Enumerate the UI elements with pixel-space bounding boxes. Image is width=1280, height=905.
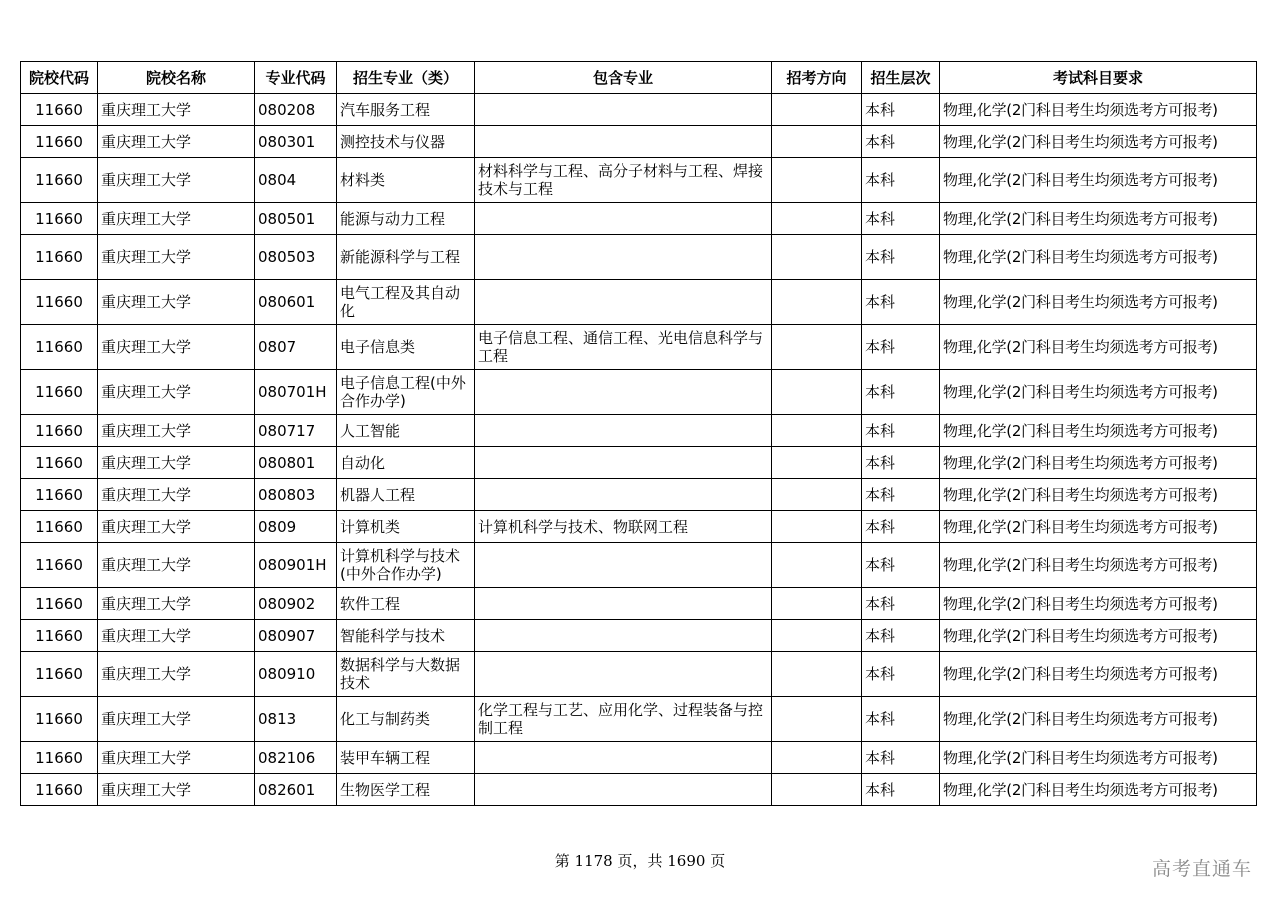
- cell-includes: [475, 588, 772, 620]
- cell-requirement: 物理,化学(2门科目考生均须选考方可报考): [940, 774, 1257, 806]
- cell-direction: [772, 94, 862, 126]
- cell-level: 本科: [862, 370, 940, 415]
- cell-school-name: 重庆理工大学: [98, 126, 255, 158]
- cell-includes: [475, 479, 772, 511]
- table-row: [21, 415, 1257, 447]
- cell-requirement: 物理,化学(2门科目考生均须选考方可报考): [940, 697, 1257, 742]
- header-school-code: 院校代码: [21, 62, 98, 94]
- cell-includes: [475, 652, 772, 697]
- cell-direction: [772, 774, 862, 806]
- cell-major: 机器人工程: [337, 479, 475, 511]
- header-level: 招生层次: [862, 62, 940, 94]
- cell-requirement: 物理,化学(2门科目考生均须选考方可报考): [940, 325, 1257, 370]
- cell-level: 本科: [862, 415, 940, 447]
- cell-school-name: 重庆理工大学: [98, 280, 255, 325]
- cell-school-name: 重庆理工大学: [98, 742, 255, 774]
- cell-level: 本科: [862, 235, 940, 280]
- page-number: 第 1178 页，共 1690 页: [554, 852, 726, 870]
- table-header-row: [21, 62, 1257, 94]
- cell-school-code: 11660: [21, 511, 98, 543]
- cell-school-name: 重庆理工大学: [98, 94, 255, 126]
- header-requirement: 考试科目要求: [940, 62, 1257, 94]
- cell-school-name: 重庆理工大学: [98, 588, 255, 620]
- cell-major-code: 080601: [255, 280, 337, 325]
- cell-includes: [475, 447, 772, 479]
- cell-includes: [475, 774, 772, 806]
- cell-requirement: 物理,化学(2门科目考生均须选考方可报考): [940, 652, 1257, 697]
- table-row: [21, 280, 1257, 325]
- cell-major-code: 080910: [255, 652, 337, 697]
- cell-major-code: 080803: [255, 479, 337, 511]
- cell-direction: [772, 370, 862, 415]
- cell-major: 电子信息类: [337, 325, 475, 370]
- cell-includes: 计算机科学与技术、物联网工程: [475, 511, 772, 543]
- cell-major-code: 080901H: [255, 543, 337, 588]
- cell-direction: [772, 415, 862, 447]
- cell-direction: [772, 511, 862, 543]
- cell-requirement: 物理,化学(2门科目考生均须选考方可报考): [940, 742, 1257, 774]
- header-includes: 包含专业: [475, 62, 772, 94]
- table-row: [21, 235, 1257, 280]
- cell-school-name: 重庆理工大学: [98, 620, 255, 652]
- cell-requirement: 物理,化学(2门科目考生均须选考方可报考): [940, 94, 1257, 126]
- table-row: [21, 588, 1257, 620]
- cell-direction: [772, 158, 862, 203]
- cell-requirement: 物理,化学(2门科目考生均须选考方可报考): [940, 158, 1257, 203]
- table-row: [21, 620, 1257, 652]
- cell-direction: [772, 620, 862, 652]
- cell-level: 本科: [862, 94, 940, 126]
- cell-direction: [772, 126, 862, 158]
- cell-major: 汽车服务工程: [337, 94, 475, 126]
- cell-school-name: 重庆理工大学: [98, 203, 255, 235]
- table-row: [21, 203, 1257, 235]
- cell-includes: [475, 620, 772, 652]
- cell-level: 本科: [862, 742, 940, 774]
- header-direction: 招考方向: [772, 62, 862, 94]
- cell-level: 本科: [862, 588, 940, 620]
- table-row: [21, 479, 1257, 511]
- header-school-name: 院校名称: [98, 62, 255, 94]
- cell-major: 测控技术与仪器: [337, 126, 475, 158]
- cell-school-name: 重庆理工大学: [98, 235, 255, 280]
- cell-school-code: 11660: [21, 588, 98, 620]
- cell-level: 本科: [862, 325, 940, 370]
- cell-school-code: 11660: [21, 774, 98, 806]
- cell-level: 本科: [862, 652, 940, 697]
- cell-school-name: 重庆理工大学: [98, 415, 255, 447]
- cell-school-name: 重庆理工大学: [98, 511, 255, 543]
- cell-school-code: 11660: [21, 94, 98, 126]
- table-row: [21, 652, 1257, 697]
- cell-school-name: 重庆理工大学: [98, 447, 255, 479]
- cell-major: 智能科学与技术: [337, 620, 475, 652]
- cell-major-code: 080503: [255, 235, 337, 280]
- cell-includes: [475, 280, 772, 325]
- cell-school-code: 11660: [21, 697, 98, 742]
- cell-level: 本科: [862, 543, 940, 588]
- table-row: [21, 447, 1257, 479]
- cell-requirement: 物理,化学(2门科目考生均须选考方可报考): [940, 415, 1257, 447]
- cell-includes: [475, 235, 772, 280]
- table-row: [21, 697, 1257, 742]
- cell-school-code: 11660: [21, 543, 98, 588]
- cell-direction: [772, 697, 862, 742]
- cell-direction: [772, 652, 862, 697]
- cell-major-code: 080301: [255, 126, 337, 158]
- cell-major-code: 080717: [255, 415, 337, 447]
- cell-level: 本科: [862, 203, 940, 235]
- cell-school-name: 重庆理工大学: [98, 370, 255, 415]
- cell-direction: [772, 235, 862, 280]
- cell-school-code: 11660: [21, 620, 98, 652]
- cell-level: 本科: [862, 511, 940, 543]
- cell-requirement: 物理,化学(2门科目考生均须选考方可报考): [940, 511, 1257, 543]
- table-row: [21, 774, 1257, 806]
- cell-major-code: 082601: [255, 774, 337, 806]
- cell-school-code: 11660: [21, 742, 98, 774]
- cell-level: 本科: [862, 158, 940, 203]
- cell-major: 自动化: [337, 447, 475, 479]
- cell-includes: [475, 543, 772, 588]
- cell-direction: [772, 203, 862, 235]
- cell-requirement: 物理,化学(2门科目考生均须选考方可报考): [940, 280, 1257, 325]
- cell-requirement: 物理,化学(2门科目考生均须选考方可报考): [940, 447, 1257, 479]
- cell-major: 装甲车辆工程: [337, 742, 475, 774]
- cell-major-code: 080907: [255, 620, 337, 652]
- table-row: [21, 126, 1257, 158]
- cell-direction: [772, 325, 862, 370]
- cell-major: 计算机类: [337, 511, 475, 543]
- cell-requirement: 物理,化学(2门科目考生均须选考方可报考): [940, 126, 1257, 158]
- table-row: [21, 543, 1257, 588]
- cell-level: 本科: [862, 479, 940, 511]
- cell-major-code: 082106: [255, 742, 337, 774]
- header-major-code: 专业代码: [255, 62, 337, 94]
- cell-requirement: 物理,化学(2门科目考生均须选考方可报考): [940, 203, 1257, 235]
- cell-school-code: 11660: [21, 126, 98, 158]
- cell-major: 化工与制药类: [337, 697, 475, 742]
- cell-includes: 电子信息工程、通信工程、光电信息科学与工程: [475, 325, 772, 370]
- cell-major: 人工智能: [337, 415, 475, 447]
- cell-direction: [772, 742, 862, 774]
- table-body: [21, 94, 1257, 806]
- cell-school-code: 11660: [21, 415, 98, 447]
- cell-school-name: 重庆理工大学: [98, 697, 255, 742]
- cell-school-name: 重庆理工大学: [98, 158, 255, 203]
- cell-school-name: 重庆理工大学: [98, 774, 255, 806]
- cell-major: 电气工程及其自动化: [337, 280, 475, 325]
- cell-major: 软件工程: [337, 588, 475, 620]
- header-major: 招生专业（类）: [337, 62, 475, 94]
- cell-major-code: 0807: [255, 325, 337, 370]
- cell-school-code: 11660: [21, 280, 98, 325]
- cell-requirement: 物理,化学(2门科目考生均须选考方可报考): [940, 235, 1257, 280]
- cell-includes: [475, 94, 772, 126]
- cell-school-code: 11660: [21, 325, 98, 370]
- cell-major-code: 080801: [255, 447, 337, 479]
- cell-school-code: 11660: [21, 235, 98, 280]
- cell-includes: 材料科学与工程、高分子材料与工程、焊接技术与工程: [475, 158, 772, 203]
- cell-school-name: 重庆理工大学: [98, 479, 255, 511]
- cell-includes: [475, 126, 772, 158]
- cell-school-name: 重庆理工大学: [98, 652, 255, 697]
- cell-includes: [475, 415, 772, 447]
- cell-includes: [475, 203, 772, 235]
- cell-direction: [772, 447, 862, 479]
- cell-major: 电子信息工程(中外合作办学): [337, 370, 475, 415]
- cell-level: 本科: [862, 774, 940, 806]
- cell-level: 本科: [862, 620, 940, 652]
- cell-direction: [772, 280, 862, 325]
- cell-major: 计算机科学与技术(中外合作办学): [337, 543, 475, 588]
- table-row: [21, 94, 1257, 126]
- cell-major: 能源与动力工程: [337, 203, 475, 235]
- cell-major-code: 080208: [255, 94, 337, 126]
- cell-level: 本科: [862, 126, 940, 158]
- cell-school-name: 重庆理工大学: [98, 543, 255, 588]
- cell-requirement: 物理,化学(2门科目考生均须选考方可报考): [940, 479, 1257, 511]
- cell-requirement: 物理,化学(2门科目考生均须选考方可报考): [940, 543, 1257, 588]
- table-row: [21, 325, 1257, 370]
- cell-school-name: 重庆理工大学: [98, 325, 255, 370]
- cell-includes: 化学工程与工艺、应用化学、过程装备与控制工程: [475, 697, 772, 742]
- cell-direction: [772, 588, 862, 620]
- cell-major-code: 080902: [255, 588, 337, 620]
- cell-school-code: 11660: [21, 447, 98, 479]
- cell-major: 生物医学工程: [337, 774, 475, 806]
- cell-school-code: 11660: [21, 479, 98, 511]
- cell-includes: [475, 370, 772, 415]
- cell-major-code: 080501: [255, 203, 337, 235]
- cell-major-code: 0813: [255, 697, 337, 742]
- cell-major: 新能源科学与工程: [337, 235, 475, 280]
- cell-school-code: 11660: [21, 370, 98, 415]
- cell-major-code: 0804: [255, 158, 337, 203]
- cell-requirement: 物理,化学(2门科目考生均须选考方可报考): [940, 588, 1257, 620]
- watermark: 高考直通车: [1151, 858, 1252, 880]
- table-row: [21, 370, 1257, 415]
- cell-requirement: 物理,化学(2门科目考生均须选考方可报考): [940, 370, 1257, 415]
- cell-level: 本科: [862, 280, 940, 325]
- cell-school-code: 11660: [21, 203, 98, 235]
- admission-table: [20, 61, 1257, 806]
- cell-direction: [772, 543, 862, 588]
- cell-school-code: 11660: [21, 652, 98, 697]
- cell-level: 本科: [862, 447, 940, 479]
- cell-major: 材料类: [337, 158, 475, 203]
- table-row: [21, 742, 1257, 774]
- cell-direction: [772, 479, 862, 511]
- cell-school-code: 11660: [21, 158, 98, 203]
- cell-includes: [475, 742, 772, 774]
- cell-requirement: 物理,化学(2门科目考生均须选考方可报考): [940, 620, 1257, 652]
- cell-level: 本科: [862, 697, 940, 742]
- cell-major-code: 0809: [255, 511, 337, 543]
- cell-major: 数据科学与大数据技术: [337, 652, 475, 697]
- cell-major-code: 080701H: [255, 370, 337, 415]
- table-row: [21, 158, 1257, 203]
- table-row: [21, 511, 1257, 543]
